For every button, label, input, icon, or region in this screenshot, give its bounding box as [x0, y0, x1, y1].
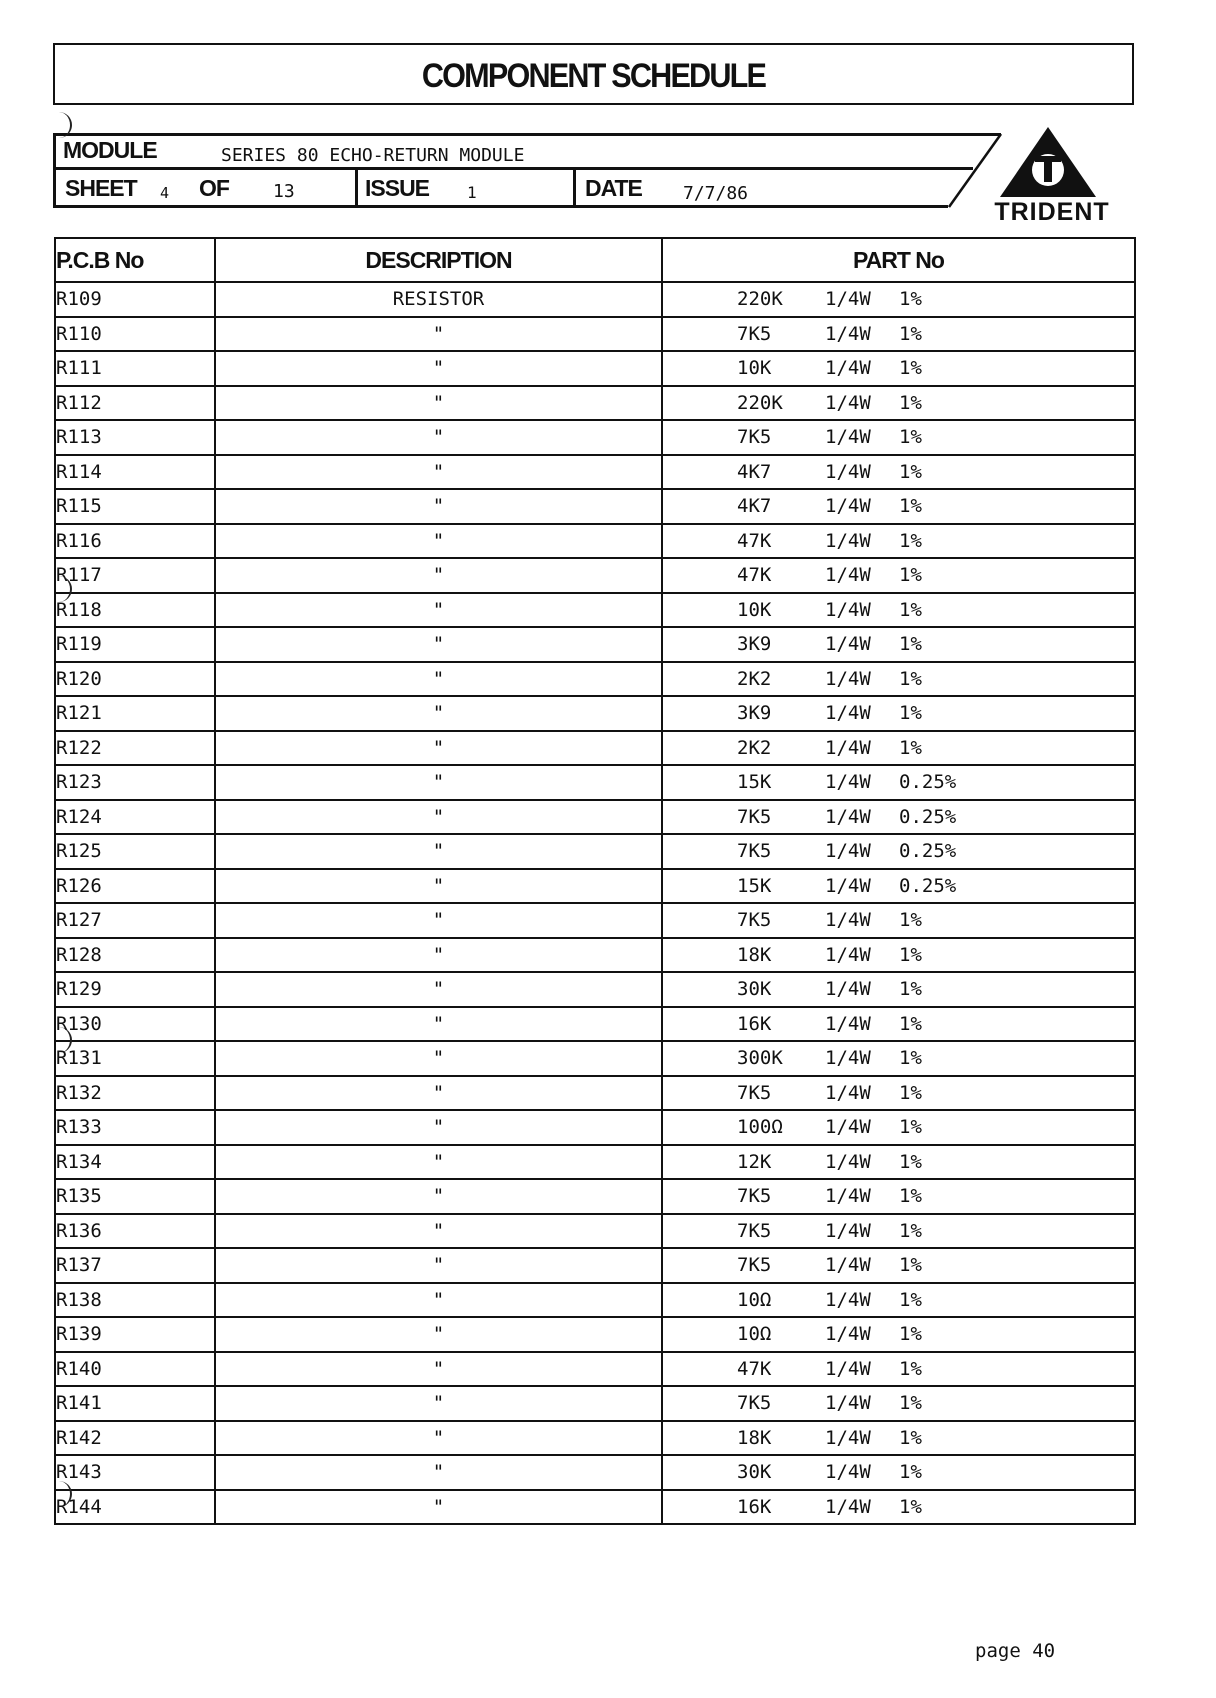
part-value: 47K: [737, 1357, 772, 1380]
part-value: 220K: [737, 288, 783, 311]
part-value: 15K: [737, 874, 772, 897]
part-tolerance: 1%: [899, 1219, 922, 1242]
part-value: 7K5: [737, 1254, 772, 1277]
part-value: 300K: [737, 1047, 783, 1070]
part-no-cell: [662, 869, 1135, 904]
description-cell: ": [215, 351, 662, 386]
part-wattage: 1/4W: [825, 288, 871, 311]
part-tolerance: 1%: [899, 1150, 922, 1173]
part-tolerance: 1%: [899, 1288, 922, 1311]
part-wattage: 1/4W: [825, 564, 871, 587]
pcb-ref-cell: R115: [55, 489, 215, 524]
part-tolerance: 1%: [899, 943, 922, 966]
pcb-ref-cell: R143: [55, 1455, 215, 1490]
part-no-cell: [662, 593, 1135, 628]
part-no-cell: [662, 1076, 1135, 1111]
part-wattage: 1/4W: [825, 1081, 871, 1104]
part-no-cell: [662, 800, 1135, 835]
table-row: [55, 1455, 1135, 1490]
description-cell: ": [215, 765, 662, 800]
description-cell: ": [215, 1248, 662, 1283]
part-wattage: 1/4W: [825, 598, 871, 621]
part-no-cell: [662, 765, 1135, 800]
part-tolerance: 1%: [899, 1116, 922, 1139]
part-value: 10K: [737, 598, 772, 621]
part-tolerance: 1%: [899, 564, 922, 587]
table-row: [55, 1179, 1135, 1214]
part-no-cell: [662, 662, 1135, 697]
part-value: 3K9: [737, 702, 772, 725]
table-row: [55, 800, 1135, 835]
issue-value: 1: [467, 183, 477, 202]
part-no-cell: [662, 1352, 1135, 1387]
part-wattage: 1/4W: [825, 495, 871, 518]
part-value: 18K: [737, 1426, 772, 1449]
component-table: [54, 237, 1136, 1525]
description-cell: ": [215, 1076, 662, 1111]
part-no-cell: [662, 1386, 1135, 1421]
module-label: MODULE: [63, 137, 157, 163]
description-cell: ": [215, 731, 662, 766]
table-row: [55, 1248, 1135, 1283]
part-tolerance: 0.25%: [899, 771, 957, 794]
description-cell: ": [215, 662, 662, 697]
table-row: [55, 972, 1135, 1007]
header-block: [53, 133, 1013, 209]
description-cell: ": [215, 869, 662, 904]
pcb-ref-cell: R131: [55, 1041, 215, 1076]
part-tolerance: 0.25%: [899, 805, 957, 828]
pcb-ref-cell: R136: [55, 1214, 215, 1249]
col-description-header: DESCRIPTION: [215, 238, 662, 282]
description-cell: ": [215, 558, 662, 593]
pcb-ref-cell: R123: [55, 765, 215, 800]
part-tolerance: 1%: [899, 1012, 922, 1035]
pcb-ref-cell: R116: [55, 524, 215, 559]
trident-wordmark: TRIDENT: [994, 198, 1110, 226]
part-value: 7K5: [737, 1081, 772, 1104]
pcb-ref-cell: R120: [55, 662, 215, 697]
part-value: 2K2: [737, 667, 772, 690]
description-cell: ": [215, 1352, 662, 1387]
part-no-cell: [662, 1145, 1135, 1180]
part-value: 18K: [737, 943, 772, 966]
part-wattage: 1/4W: [825, 529, 871, 552]
part-wattage: 1/4W: [825, 1150, 871, 1173]
part-value: 12K: [737, 1150, 772, 1173]
part-tolerance: 1%: [899, 633, 922, 656]
part-tolerance: 1%: [899, 1081, 922, 1104]
part-tolerance: 1%: [899, 288, 922, 311]
part-wattage: 1/4W: [825, 978, 871, 1001]
part-value: 100Ω: [737, 1116, 783, 1139]
part-value: 30K: [737, 978, 772, 1001]
pcb-ref-cell: R132: [55, 1076, 215, 1111]
description-cell: ": [215, 420, 662, 455]
part-wattage: 1/4W: [825, 1323, 871, 1346]
description-cell: ": [215, 524, 662, 559]
page-title: COMPONENT SCHEDULE: [421, 57, 766, 95]
table-row: [55, 1145, 1135, 1180]
description-cell: ": [215, 1041, 662, 1076]
part-tolerance: 1%: [899, 736, 922, 759]
description-cell: ": [215, 938, 662, 973]
table-row: [55, 731, 1135, 766]
part-wattage: 1/4W: [825, 1495, 871, 1518]
part-value: 7K5: [737, 322, 772, 345]
table-row: [55, 1421, 1135, 1456]
part-wattage: 1/4W: [825, 426, 871, 449]
part-wattage: 1/4W: [825, 460, 871, 483]
part-tolerance: 1%: [899, 391, 922, 414]
part-no-cell: [662, 1248, 1135, 1283]
part-value: 10K: [737, 357, 772, 380]
description-cell: ": [215, 1179, 662, 1214]
part-value: 47K: [737, 529, 772, 552]
part-tolerance: 1%: [899, 495, 922, 518]
table-row: [55, 282, 1135, 317]
description-cell: ": [215, 386, 662, 421]
pcb-ref-cell: R125: [55, 834, 215, 869]
part-no-cell: [662, 972, 1135, 1007]
part-no-cell: [662, 1490, 1135, 1525]
table-row: [55, 1490, 1135, 1525]
pcb-ref-cell: R124: [55, 800, 215, 835]
part-wattage: 1/4W: [825, 771, 871, 794]
description-cell: ": [215, 593, 662, 628]
part-tolerance: 1%: [899, 1254, 922, 1277]
part-tolerance: 1%: [899, 1185, 922, 1208]
pcb-ref-cell: R139: [55, 1317, 215, 1352]
table-row: [55, 1352, 1135, 1387]
table-row: [55, 489, 1135, 524]
description-cell: ": [215, 489, 662, 524]
pcb-ref-cell: R137: [55, 1248, 215, 1283]
description-cell: ": [215, 903, 662, 938]
description-cell: ": [215, 627, 662, 662]
part-tolerance: 1%: [899, 667, 922, 690]
part-no-cell: [662, 455, 1135, 490]
part-no-cell: [662, 386, 1135, 421]
part-tolerance: 1%: [899, 598, 922, 621]
description-cell: ": [215, 834, 662, 869]
part-tolerance: 1%: [899, 909, 922, 932]
pcb-ref-cell: R141: [55, 1386, 215, 1421]
pcb-ref-cell: R127: [55, 903, 215, 938]
part-no-cell: [662, 1041, 1135, 1076]
part-value: 7K5: [737, 805, 772, 828]
part-tolerance: 1%: [899, 529, 922, 552]
pcb-ref-cell: R142: [55, 1421, 215, 1456]
table-row: [55, 1214, 1135, 1249]
part-tolerance: 1%: [899, 1461, 922, 1484]
part-wattage: 1/4W: [825, 667, 871, 690]
table-row: [55, 938, 1135, 973]
pcb-ref-cell: R122: [55, 731, 215, 766]
table-row: [55, 696, 1135, 731]
description-cell: ": [215, 1421, 662, 1456]
date-label: DATE: [585, 175, 642, 201]
table-row: [55, 593, 1135, 628]
trident-logo: [972, 125, 1132, 230]
part-wattage: 1/4W: [825, 322, 871, 345]
part-value: 7K5: [737, 1392, 772, 1415]
part-value: 16K: [737, 1012, 772, 1035]
part-no-cell: [662, 1455, 1135, 1490]
table-row: [55, 1041, 1135, 1076]
description-cell: ": [215, 1455, 662, 1490]
table-row: [55, 317, 1135, 352]
description-cell: ": [215, 1110, 662, 1145]
col-part-header: PART No: [662, 238, 1135, 282]
part-value: 4K7: [737, 460, 772, 483]
module-value: SERIES 80 ECHO-RETURN MODULE: [221, 145, 525, 166]
pcb-ref-cell: R114: [55, 455, 215, 490]
part-value: 30K: [737, 1461, 772, 1484]
part-no-cell: [662, 1283, 1135, 1318]
table-row: [55, 1076, 1135, 1111]
part-wattage: 1/4W: [825, 840, 871, 863]
pcb-ref-cell: R129: [55, 972, 215, 1007]
description-cell: ": [215, 1214, 662, 1249]
pcb-ref-cell: R112: [55, 386, 215, 421]
part-wattage: 1/4W: [825, 1219, 871, 1242]
part-no-cell: [662, 317, 1135, 352]
table-row: [55, 386, 1135, 421]
part-wattage: 1/4W: [825, 1254, 871, 1277]
part-wattage: 1/4W: [825, 909, 871, 932]
table-row: [55, 765, 1135, 800]
table-row: [55, 420, 1135, 455]
description-cell: ": [215, 1145, 662, 1180]
part-tolerance: 1%: [899, 702, 922, 725]
part-no-cell: [662, 489, 1135, 524]
part-tolerance: 1%: [899, 1392, 922, 1415]
part-tolerance: 1%: [899, 1426, 922, 1449]
part-wattage: 1/4W: [825, 633, 871, 656]
part-no-cell: [662, 834, 1135, 869]
table-row: [55, 1007, 1135, 1042]
part-no-cell: [662, 696, 1135, 731]
part-tolerance: 1%: [899, 1047, 922, 1070]
pcb-ref-cell: R121: [55, 696, 215, 731]
part-no-cell: [662, 524, 1135, 559]
description-cell: RESISTOR: [215, 282, 662, 317]
part-value: 4K7: [737, 495, 772, 518]
part-wattage: 1/4W: [825, 391, 871, 414]
pcb-ref-cell: R133: [55, 1110, 215, 1145]
part-wattage: 1/4W: [825, 943, 871, 966]
part-wattage: 1/4W: [825, 1047, 871, 1070]
table-row: [55, 662, 1135, 697]
part-wattage: 1/4W: [825, 1185, 871, 1208]
page-number: page 40: [975, 1640, 1056, 1662]
description-cell: ": [215, 1386, 662, 1421]
part-tolerance: 1%: [899, 460, 922, 483]
part-no-cell: [662, 351, 1135, 386]
description-cell: ": [215, 1317, 662, 1352]
part-wattage: 1/4W: [825, 736, 871, 759]
date-value: 7/7/86: [683, 183, 749, 204]
pcb-ref-cell: R130: [55, 1007, 215, 1042]
part-value: 7K5: [737, 840, 772, 863]
part-wattage: 1/4W: [825, 357, 871, 380]
issue-label: ISSUE: [365, 175, 430, 201]
part-wattage: 1/4W: [825, 1461, 871, 1484]
part-value: 47K: [737, 564, 772, 587]
part-no-cell: [662, 420, 1135, 455]
description-cell: ": [215, 455, 662, 490]
part-value: 10Ω: [737, 1288, 772, 1311]
part-wattage: 1/4W: [825, 1426, 871, 1449]
pcb-ref-cell: R134: [55, 1145, 215, 1180]
table-row: [55, 627, 1135, 662]
pcb-ref-cell: R126: [55, 869, 215, 904]
part-wattage: 1/4W: [825, 702, 871, 725]
part-tolerance: 1%: [899, 1357, 922, 1380]
description-cell: ": [215, 696, 662, 731]
part-no-cell: [662, 903, 1135, 938]
part-tolerance: 1%: [899, 978, 922, 1001]
part-value: 7K5: [737, 1185, 772, 1208]
description-cell: ": [215, 1283, 662, 1318]
part-value: 16K: [737, 1495, 772, 1518]
table-row: [55, 1283, 1135, 1318]
part-tolerance: 1%: [899, 357, 922, 380]
pcb-ref-cell: R119: [55, 627, 215, 662]
part-value: 15K: [737, 771, 772, 794]
part-no-cell: [662, 731, 1135, 766]
of-label: OF: [199, 175, 229, 201]
pcb-ref-cell: R111: [55, 351, 215, 386]
title-box: [53, 43, 1134, 105]
part-tolerance: 0.25%: [899, 874, 957, 897]
part-no-cell: [662, 1007, 1135, 1042]
part-value: 10Ω: [737, 1323, 772, 1346]
part-wattage: 1/4W: [825, 1012, 871, 1035]
sheet-label: SHEET: [65, 175, 137, 201]
pcb-ref-cell: R118: [55, 593, 215, 628]
part-tolerance: 1%: [899, 1495, 922, 1518]
part-value: 7K5: [737, 426, 772, 449]
table-row: [55, 903, 1135, 938]
part-no-cell: [662, 1317, 1135, 1352]
pcb-ref-cell: R138: [55, 1283, 215, 1318]
table-row: [55, 1386, 1135, 1421]
pcb-ref-cell: R128: [55, 938, 215, 973]
part-no-cell: [662, 1110, 1135, 1145]
part-wattage: 1/4W: [825, 1392, 871, 1415]
table-row: [55, 558, 1135, 593]
description-cell: ": [215, 1007, 662, 1042]
part-tolerance: 1%: [899, 426, 922, 449]
col-pcb-header: P.C.B No: [55, 238, 215, 282]
part-no-cell: [662, 282, 1135, 317]
part-wattage: 1/4W: [825, 805, 871, 828]
part-wattage: 1/4W: [825, 1357, 871, 1380]
sheet-value: 4: [160, 184, 170, 202]
part-no-cell: [662, 1421, 1135, 1456]
pcb-ref-cell: R117: [55, 558, 215, 593]
part-value: 3K9: [737, 633, 772, 656]
table-header-row: [55, 238, 1135, 282]
table-row: [55, 1317, 1135, 1352]
part-tolerance: 1%: [899, 322, 922, 345]
pcb-ref-cell: R135: [55, 1179, 215, 1214]
pcb-ref-cell: R113: [55, 420, 215, 455]
part-value: 7K5: [737, 909, 772, 932]
part-wattage: 1/4W: [825, 874, 871, 897]
trident-triangle-icon: [972, 125, 1132, 205]
part-no-cell: [662, 558, 1135, 593]
pcb-ref-cell: R140: [55, 1352, 215, 1387]
part-no-cell: [662, 938, 1135, 973]
pcb-ref-cell: R109: [55, 282, 215, 317]
pcb-ref-cell: R110: [55, 317, 215, 352]
part-wattage: 1/4W: [825, 1116, 871, 1139]
table-row: [55, 524, 1135, 559]
part-value: 7K5: [737, 1219, 772, 1242]
part-value: 220K: [737, 391, 783, 414]
part-value: 2K2: [737, 736, 772, 759]
table-row: [55, 1110, 1135, 1145]
of-value: 13: [273, 181, 295, 202]
part-tolerance: 1%: [899, 1323, 922, 1346]
description-cell: ": [215, 317, 662, 352]
table-row: [55, 834, 1135, 869]
table-row: [55, 455, 1135, 490]
part-no-cell: [662, 627, 1135, 662]
pcb-ref-cell: R144: [55, 1490, 215, 1525]
part-tolerance: 0.25%: [899, 840, 957, 863]
part-no-cell: [662, 1214, 1135, 1249]
table-row: [55, 869, 1135, 904]
description-cell: ": [215, 972, 662, 1007]
part-wattage: 1/4W: [825, 1288, 871, 1311]
description-cell: ": [215, 1490, 662, 1525]
description-cell: ": [215, 800, 662, 835]
part-no-cell: [662, 1179, 1135, 1214]
table-row: [55, 351, 1135, 386]
